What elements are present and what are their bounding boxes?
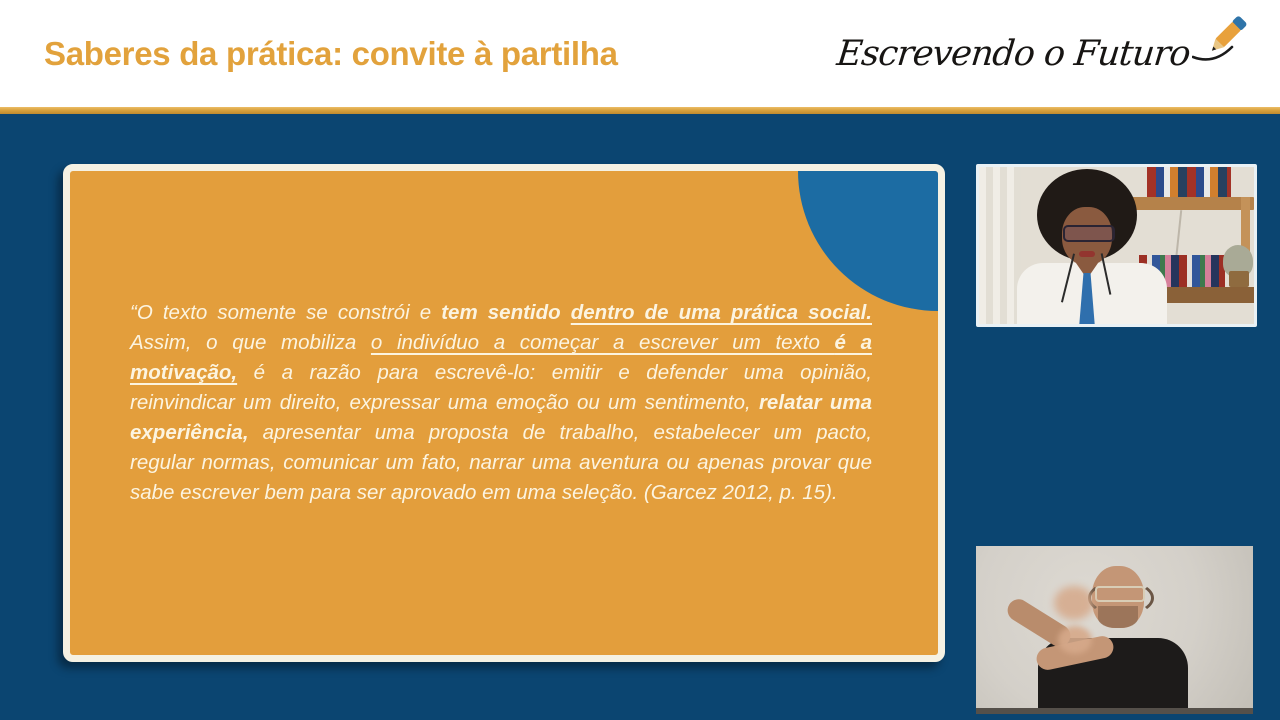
quote-line: motivação, é a razão para escrevê-lo: emitir e defender uma opinião, xyxy=(130,361,872,384)
quote-line: Assim, o que mobiliza o indivíduo a começar a escrever um texto é a xyxy=(130,331,873,354)
quote-line: regular normas, comunicar um fato, narrar uma aventura ou apenas provar que xyxy=(130,451,872,474)
logo-text: Escrevendo o Futuro xyxy=(835,33,1193,74)
divider-bar xyxy=(0,107,1280,114)
quote-line: sabe escrever bem para ser aprovado em uma seleção. (Garcez 2012, p. 15). xyxy=(130,481,838,504)
page-title: Saberes da prática: convite à partilha xyxy=(44,34,618,72)
pencil-icon xyxy=(1192,13,1250,69)
plant-pot xyxy=(1229,271,1249,287)
interpreter-webcam xyxy=(976,546,1253,714)
quote-line: reinvindicar um direito, expressar uma emoção ou um sentimento, relatar uma xyxy=(130,391,872,414)
presenter-mouth xyxy=(1079,251,1095,257)
interpreter-bottom-strip xyxy=(976,708,1253,714)
curtain xyxy=(979,167,1021,324)
quote-line: “O texto somente se constrói e tem sentido dentro de uma prática social. xyxy=(130,301,872,324)
interpreter-beard xyxy=(1098,606,1138,628)
presenter-glasses xyxy=(1063,225,1115,242)
slide xyxy=(63,164,945,662)
wall-shelf xyxy=(1129,197,1254,210)
logo xyxy=(837,0,1250,107)
header-bar xyxy=(0,0,1280,107)
quote-text xyxy=(130,298,872,508)
books-on-shelf xyxy=(1147,167,1231,199)
interpreter-glasses xyxy=(1095,586,1145,602)
interpreter-hand-blur-upper xyxy=(1054,586,1094,620)
interpreter-hand-blur-mid xyxy=(1058,626,1092,654)
corner-circle-decoration xyxy=(798,171,938,311)
presenter-webcam xyxy=(976,164,1257,327)
quote-line: experiência, apresentar uma proposta de trabalho, estabelecer um pacto, xyxy=(130,421,872,444)
